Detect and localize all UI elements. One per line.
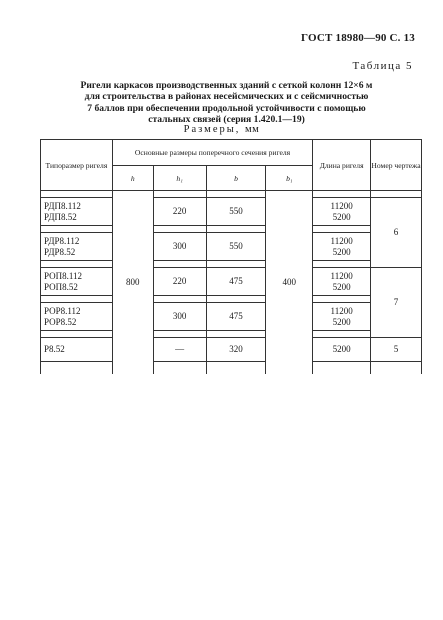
length-value: 5200 [332, 211, 351, 222]
table-row [41, 303, 422, 331]
h1-cell: 300 [153, 303, 206, 331]
beam-dimensions-table [40, 139, 422, 374]
caption-line: Ригели каркасов производственных зданий с сеткой колонн 12×6 м [80, 80, 373, 91]
drawing-cell: 5 [371, 338, 422, 362]
type-label: РОР8.52 [44, 316, 77, 327]
shared-h: 800 [112, 191, 153, 375]
table-row [41, 198, 422, 226]
drawing-cell: 6 [371, 198, 422, 268]
header-drawing: Номер чертежа [371, 140, 422, 191]
type-label: РОП8.112 [44, 271, 83, 281]
dimensions-unit: мм [245, 124, 260, 135]
table-row [41, 268, 422, 296]
caption-line: 7 баллов при обеспечении продольной устойчивости с помощью [87, 102, 366, 114]
table-row [41, 338, 422, 362]
header-section-group: Основные размеры поперечного сечения ригеля [112, 140, 312, 166]
caption-line: стальных связей (серия 1.420.1—19) [148, 113, 305, 125]
length-value: 5200 [332, 344, 351, 355]
b-cell: 550 [206, 198, 266, 226]
dimensions-label: Размеры, [183, 124, 241, 135]
caption-line: для строительства в районах несейсмических и с сейсмичностью [84, 91, 369, 103]
header-b1: b₁ [266, 166, 313, 191]
header-h1: h₁ [153, 166, 206, 191]
drawing-cell: 7 [371, 268, 422, 338]
type-label: Р8.52 [44, 344, 65, 355]
table-caption [60, 80, 393, 125]
length-value: 11200 [330, 236, 353, 246]
h1-cell: — [153, 338, 206, 362]
type-label: РДП8.112 [44, 201, 81, 211]
type-label: РОР8.112 [44, 306, 81, 316]
type-label: РДП8.52 [44, 211, 77, 222]
h1-cell: 220 [153, 198, 206, 226]
b-cell: 320 [206, 338, 266, 362]
header-code: ГОСТ 18980—90 С. 13 [301, 32, 415, 44]
type-label: РДР8.112 [44, 236, 80, 246]
length-value: 5200 [332, 281, 351, 292]
type-label: РОП8.52 [44, 281, 78, 292]
h1-cell: 220 [153, 268, 206, 296]
dimensions-subtitle [0, 124, 443, 135]
length-value: 5200 [332, 246, 351, 257]
length-value: 11200 [330, 271, 353, 281]
table-row [41, 233, 422, 261]
type-label: РДР8.52 [44, 246, 76, 257]
b-cell: 475 [206, 303, 266, 331]
length-value: 5200 [332, 316, 351, 327]
table-label: Таблица 5 [352, 60, 413, 72]
header-b: b [206, 166, 266, 191]
h1-cell: 300 [153, 233, 206, 261]
header-h: h [112, 166, 153, 191]
shared-b1: 400 [266, 191, 313, 375]
header-length: Длина ригеля [313, 140, 371, 191]
header-type: Типоразмер ригеля [41, 140, 113, 191]
length-value: 11200 [330, 201, 353, 211]
b-cell: 475 [206, 268, 266, 296]
b-cell: 550 [206, 233, 266, 261]
length-value: 11200 [330, 306, 353, 316]
